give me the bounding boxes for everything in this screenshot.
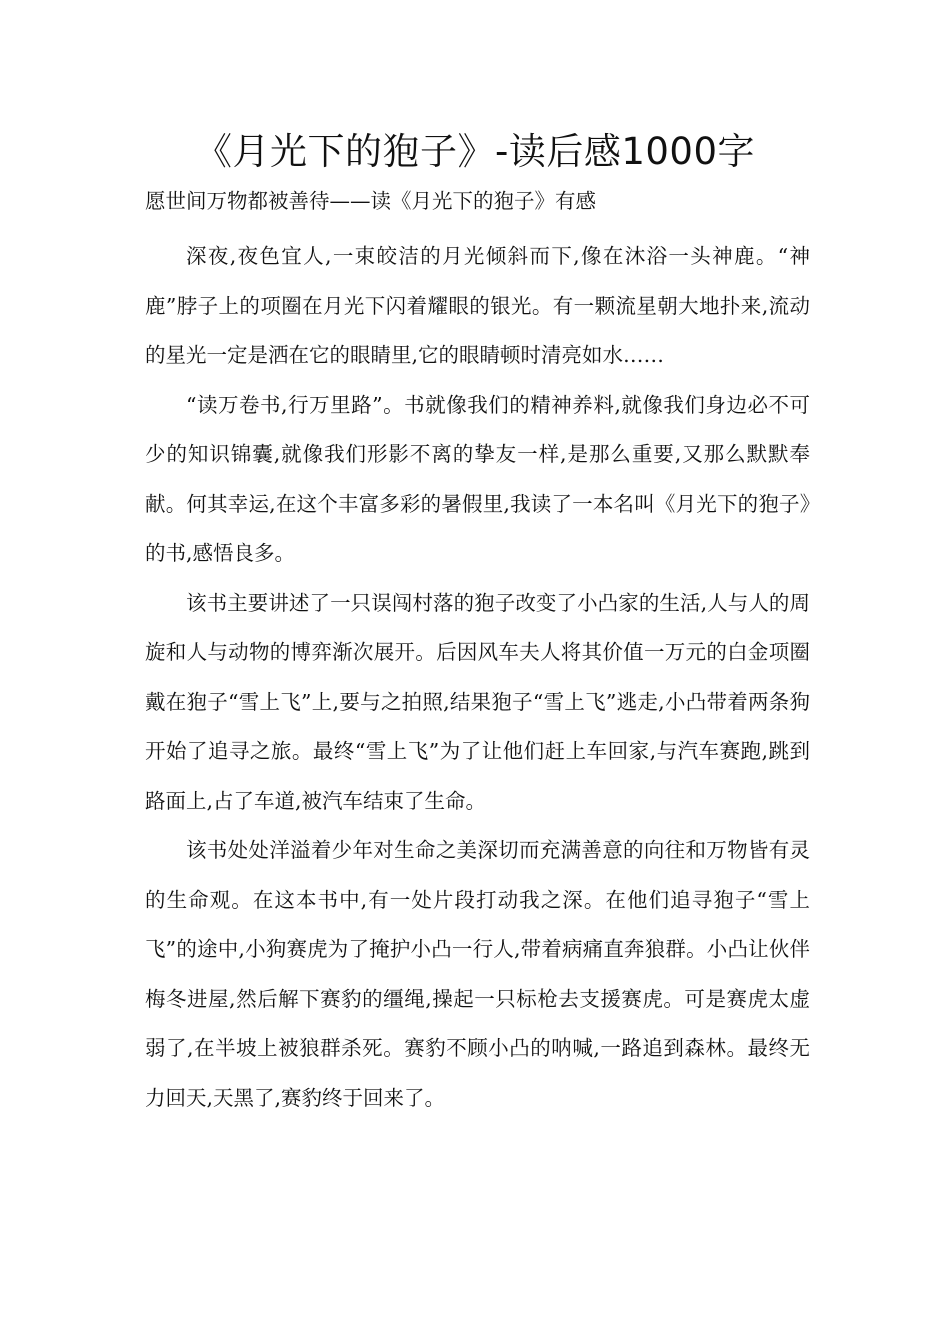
document-subtitle: 愿世间万物都被善待——读《月光下的狍子》有感: [145, 189, 596, 213]
paragraph: “读万卷书,行万里路”。书就像我们的精神养料,就像我们身边必不可少的知识锦囊,就像我们形影不离的挚友一样,是那么重要,又那么默默奉献。何其幸运,在这个丰富多彩的暑假里,我读了一本名叫《月光下的狍子》的书,感悟良多。: [145, 392, 810, 565]
document-body: [145, 232, 810, 1123]
paragraph: 该书主要讲述了一只误闯村落的狍子改变了小凸家的生活,人与人的周旋和人与动物的博弈渐次展开。后因风车夫人将其价值一万元的白金项圈戴在狍子“雪上飞”上,要与之拍照,结果狍子“雪上飞”逃走,小凸带着两条狗开始了追寻之旅。最终“雪上飞”为了让他们赶上车回家,与汽车赛跑,跳到路面上,占了车道,被汽车结束了生命。: [145, 590, 810, 813]
paragraph: 深夜,夜色宜人,一束皎洁的月光倾斜而下,像在沐浴一头神鹿。“神鹿”脖子上的项圈在月光下闪着耀眼的银光。有一颗流星朝大地扑来,流动的星光一定是洒在它的眼睛里,它的眼睛顿时清亮如水……: [145, 244, 810, 367]
paragraph: 该书处处洋溢着少年对生命之美深切而充满善意的向往和万物皆有灵的生命观。在这本书中,有一处片段打动我之深。在他们追寻狍子“雪上飞”的途中,小狗赛虎为了掩护小凸一行人,带着病痛直奔狼群。小凸让伙伴梅冬进屋,然后解下赛豹的缰绳,操起一只标枪去支援赛虎。可是赛虎太虚弱了,在半坡上被狼群杀死。赛豹不顾小凸的呐喊,一路追到森林。最终无力回天,天黑了,赛豹终于回来了。: [145, 838, 810, 1110]
document-title: 《月光下的狍子》-读后感1000字: [194, 130, 755, 173]
